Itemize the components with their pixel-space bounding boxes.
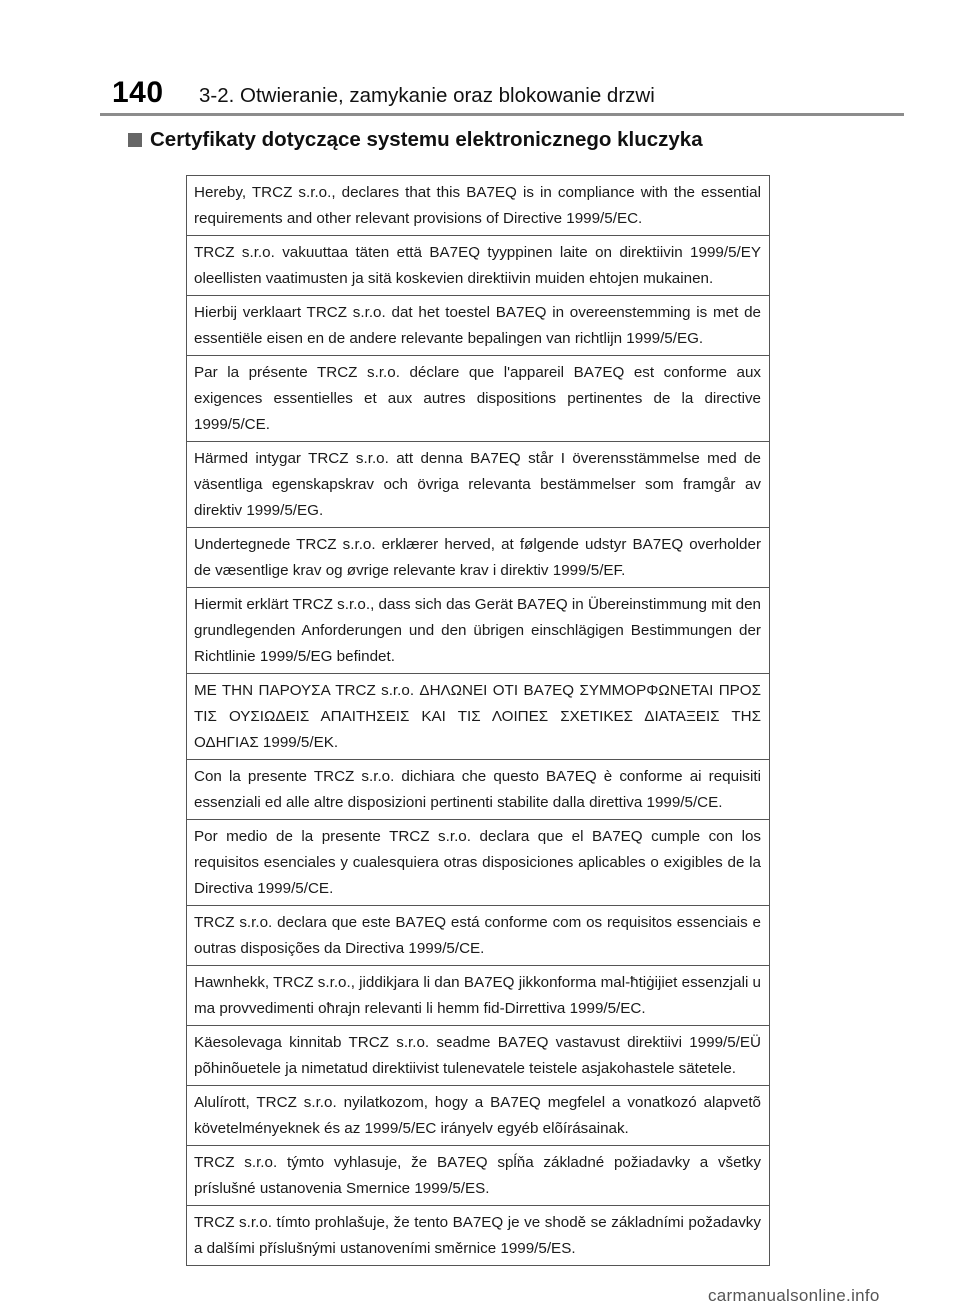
- declaration-czech: TRCZ s.r.o. tímto prohlašuje, že tento BA7EQ je ve shodě se základními požadavky a dalšími příslušnými ustanoveními směrnice 1999/5/ES.: [187, 1206, 770, 1266]
- declarations-table: [186, 175, 770, 1266]
- table-row: [187, 1026, 770, 1086]
- page-number: 140: [112, 76, 164, 109]
- declaration-swedish: Härmed intygar TRCZ s.r.o. att denna BA7EQ står I överensstämmelse med de väsentliga egenskapskrav och övriga relevanta bestämmelser som framgår av direktiv 1999/5/EG.: [187, 442, 770, 528]
- table-row: [187, 356, 770, 442]
- table-row: [187, 1146, 770, 1206]
- declaration-danish: Undertegnede TRCZ s.r.o. erklærer herved, at følgende udstyr BA7EQ overholder de væsentlige krav og øvrige relevante krav i direktiv 1999/5/EF.: [187, 528, 770, 588]
- declaration-italian: Con la presente TRCZ s.r.o. dichiara che questo BA7EQ è conforme ai requisiti essenziali ed alle altre disposizioni pertinenti stabilite dalla direttiva 1999/5/CE.: [187, 760, 770, 820]
- page-header: [0, 0, 960, 118]
- table-row: [187, 906, 770, 966]
- table-row: [187, 236, 770, 296]
- table-row: [187, 966, 770, 1026]
- table-row: [187, 820, 770, 906]
- declaration-french: Par la présente TRCZ s.r.o. déclare que l'appareil BA7EQ est conforme aux exigences essentielles et aux autres dispositions pertinentes de la directive 1999/5/CE.: [187, 356, 770, 442]
- declaration-english: Hereby, TRCZ s.r.o., declares that this BA7EQ is in compliance with the essential requirements and other relevant provisions of Directive 1999/5/EC.: [187, 176, 770, 236]
- square-bullet-icon: [128, 133, 142, 147]
- declaration-spanish: Por medio de la presente TRCZ s.r.o. declara que el BA7EQ cumple con los requisitos esenciales y cualesquiera otras disposiciones aplicables o exigibles de la Directiva 1999/5/CE.: [187, 820, 770, 906]
- declaration-estonian: Käesolevaga kinnitab TRCZ s.r.o. seadme BA7EQ vastavust direktiivi 1999/5/EÜ põhinõuetele ja nimetatud direktiivist tulenevatele teistele asjakohastele sätetele.: [187, 1026, 770, 1086]
- declaration-greek: ΜΕ ΤΗΝ ΠΑΡΟΥΣΑ TRCZ s.r.o. ΔΗΛΩΝΕΙ ΟΤΙ BA7EQ ΣΥΜΜΟΡΦΩΝΕΤΑΙ ΠΡΟΣ ΤΙΣ ΟΥΣΙΩΔΕΙΣ ΑΠΑΙΤΗΣΕΙΣ ΚΑΙ ΤΙΣ ΛΟΙΠΕΣ ΣΧΕΤΙΚΕΣ ΔΙΑΤΑΞΕΙΣ ΤΗΣ ΟΔΗΓΙΑΣ 1999/5/ΕΚ.: [187, 674, 770, 760]
- watermark: carmanualsonline.info: [708, 1286, 880, 1305]
- table-row: [187, 588, 770, 674]
- table-row: [187, 296, 770, 356]
- table-row: [187, 442, 770, 528]
- table-row: [187, 674, 770, 760]
- chapter-title: 3-2. Otwieranie, zamykanie oraz blokowanie drzwi: [199, 84, 655, 107]
- section-heading-text: Certyfikaty dotyczące systemu elektronicznego kluczyka: [150, 128, 703, 151]
- section-heading: [128, 128, 703, 152]
- table-row: [187, 176, 770, 236]
- declaration-maltese: Hawnhekk, TRCZ s.r.o., jiddikjara li dan BA7EQ jikkonforma mal-ħtiġijiet essenzjali u ma provvedimenti oħrajn relevanti li hemm fid-Dirrettiva 1999/5/EC.: [187, 966, 770, 1026]
- declaration-hungarian: Alulírott, TRCZ s.r.o. nyilatkozom, hogy a BA7EQ megfelel a vonatkozó alapvetõ követelményeknek és az 1999/5/EC irányelv egyéb elõírásainak.: [187, 1086, 770, 1146]
- declaration-slovak: TRCZ s.r.o. týmto vyhlasuje, že BA7EQ spĺňa základné požiadavky a všetky príslušné ustanovenia Smernice 1999/5/ES.: [187, 1146, 770, 1206]
- table-row: [187, 528, 770, 588]
- table-row: [187, 760, 770, 820]
- declaration-german: Hiermit erklärt TRCZ s.r.o., dass sich das Gerät BA7EQ in Übereinstimmung mit den grundlegenden Anforderungen und den übrigen einschlägigen Bestimmungen der Richtlinie 1999/5/EG befindet.: [187, 588, 770, 674]
- header-divider: [100, 113, 904, 116]
- declaration-portuguese: TRCZ s.r.o. declara que este BA7EQ está conforme com os requisitos essenciais e outras disposições da Directiva 1999/5/CE.: [187, 906, 770, 966]
- declaration-dutch: Hierbij verklaart TRCZ s.r.o. dat het toestel BA7EQ in overeenstemming is met de essentiële eisen en de andere relevante bepalingen van richtlijn 1999/5/EG.: [187, 296, 770, 356]
- table-row: [187, 1206, 770, 1266]
- table-row: [187, 1086, 770, 1146]
- declaration-finnish: TRCZ s.r.o. vakuuttaa täten että BA7EQ tyyppinen laite on direktiivin 1999/5/EY oleellisten vaatimusten ja sitä koskevien direktiivin muiden ehtojen mukainen.: [187, 236, 770, 296]
